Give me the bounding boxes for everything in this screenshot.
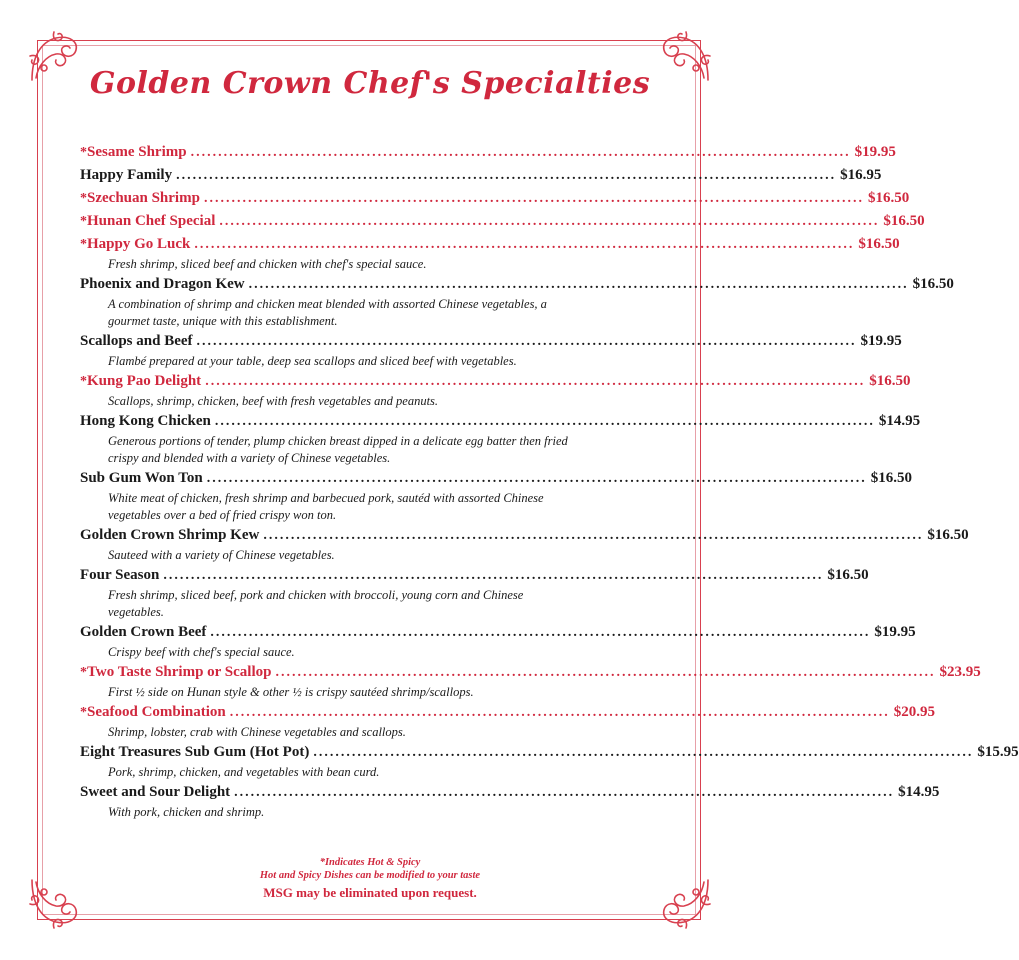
dish-description: First ½ side on Hunan style & other ½ is crispy sautéed shrimp/scallops.: [108, 685, 474, 699]
dish-name: Scallops and Beef: [80, 333, 193, 349]
spicy-marker: *: [80, 145, 87, 160]
page-title: Golden Crown Chef's Specialties: [89, 66, 651, 101]
spicy-marker: *: [80, 705, 87, 720]
dish-description: A combination of shrimp and chicken meat blended with assorted Chinese vegetables, a gourmet taste, unique with this establishment.: [108, 297, 547, 328]
msg-note: MSG may be eliminated upon request.: [263, 885, 477, 900]
dot-leader: ........................................................................................................................: [229, 705, 890, 720]
dish-name: Phoenix and Dragon Kew: [80, 276, 245, 292]
menu-item: [80, 190, 910, 213]
footer-notes: [0, 856, 740, 901]
dish-price: $16.95: [840, 167, 882, 183]
dot-leader: ........................................................................................................................: [205, 374, 866, 389]
menu-item-row: [80, 167, 882, 190]
menu-item: [80, 567, 869, 621]
dish-price: $16.50: [883, 213, 925, 229]
menu-item: [80, 167, 882, 190]
dish-name: Happy Family: [80, 167, 173, 183]
dish-name: Sweet and Sour Delight: [80, 784, 231, 800]
dish-description: Shrimp, lobster, crab with Chinese vegetables and scallops.: [108, 725, 406, 739]
dish-price: $16.50: [912, 276, 954, 292]
menu-item: [80, 144, 896, 167]
spicy-marker: *: [80, 374, 87, 389]
dish-price: $23.95: [939, 664, 981, 680]
dot-leader: ........................................................................................................................: [196, 334, 857, 349]
dish-name: Two Taste Shrimp or Scallop: [87, 664, 272, 680]
dish-price: $15.95: [977, 744, 1019, 760]
dot-leader: ........................................................................................................................: [176, 168, 837, 183]
menu-item: [80, 664, 981, 701]
spicy-marker: *: [80, 665, 87, 680]
dot-leader: ........................................................................................................................: [194, 237, 855, 252]
menu-item-row: [80, 190, 910, 213]
dish-description: Fresh shrimp, sliced beef, pork and chicken with broccoli, young corn and Chinese vegetables.: [108, 588, 524, 619]
menu-item: [80, 276, 954, 330]
menu-item: [80, 413, 921, 467]
dish-price: $19.95: [860, 333, 902, 349]
dish-price: $14.95: [878, 413, 921, 429]
menu-item-row: [80, 144, 896, 167]
dot-leader: ........................................................................................................................: [190, 145, 851, 160]
dish-name: Sub Gum Won Ton: [80, 470, 203, 486]
dish-description: With pork, chicken and shrimp.: [108, 805, 265, 819]
menu-item: [80, 470, 912, 524]
menu-item: [80, 784, 940, 821]
dot-leader: ........................................................................................................................: [248, 277, 909, 292]
dish-description: Fresh shrimp, sliced beef and chicken with chef's special sauce.: [108, 257, 427, 271]
dot-leader: ........................................................................................................................: [275, 665, 936, 680]
dish-description: Pork, shrimp, chicken, and vegetables with bean curd.: [108, 765, 380, 779]
menu-item: [80, 373, 911, 410]
menu-item: [80, 213, 925, 236]
dot-leader: ........................................................................................................................: [263, 528, 924, 543]
dish-name: Golden Crown Shrimp Kew: [80, 527, 260, 543]
dish-name: Hong Kong Chicken: [80, 413, 211, 429]
dish-name: Seafood Combination: [87, 704, 226, 720]
menu-item: [80, 333, 902, 370]
dish-name: Hunan Chef Special: [87, 213, 216, 229]
dish-name: Eight Treasures Sub Gum (Hot Pot): [80, 744, 310, 760]
dot-leader: ........................................................................................................................: [214, 414, 875, 429]
dot-leader: ........................................................................................................................: [313, 745, 974, 760]
dish-price: $20.95: [893, 704, 936, 720]
dot-leader: ........................................................................................................................: [219, 214, 880, 229]
dot-leader: ........................................................................................................................: [203, 191, 864, 206]
dish-name: Four Season: [80, 567, 160, 583]
dish-price: $16.50: [867, 190, 910, 206]
menu-item: [80, 527, 969, 564]
dish-name: Szechuan Shrimp: [87, 190, 200, 206]
dish-name: Sesame Shrimp: [87, 144, 187, 160]
dish-description: Flambé prepared at your table, deep sea scallops and sliced beef with vegetables.: [108, 354, 517, 368]
dish-description: Scallops, shrimp, chicken, beef with fresh vegetables and peanuts.: [108, 394, 439, 408]
dish-description: Generous portions of tender, plump chicken breast dipped in a delicate egg batter then fried crispy and blended with a variety of Chinese vegetables.: [108, 434, 568, 465]
dot-leader: ........................................................................................................................: [210, 625, 871, 640]
dish-price: $19.95: [874, 624, 916, 640]
spicy-note: Hot and Spicy Dishes can be modified to your taste: [259, 870, 481, 881]
dish-description: White meat of chicken, fresh shrimp and barbecued pork, sautéd with assorted Chinese vegetables over a bed of fried crispy won ton.: [108, 491, 544, 522]
spicy-legend: *Indicates Hot & Spicy: [319, 857, 421, 868]
dot-leader: ........................................................................................................................: [234, 785, 895, 800]
menu-item-row: [80, 213, 925, 236]
dish-price: $16.50: [927, 527, 969, 543]
dish-price: $19.95: [854, 144, 896, 160]
menu-item: [80, 744, 1019, 781]
dish-price: $16.50: [827, 567, 869, 583]
dish-name: Kung Pao Delight: [87, 373, 202, 389]
dish-price: $16.50: [869, 373, 911, 389]
dish-price: $16.50: [870, 470, 912, 486]
dish-name: Happy Go Luck: [87, 236, 191, 252]
menu-list: [80, 144, 1019, 824]
dot-leader: ........................................................................................................................: [206, 471, 867, 486]
dish-price: $16.50: [858, 236, 900, 252]
dish-price: $14.95: [898, 784, 940, 800]
dish-name: Golden Crown Beef: [80, 624, 207, 640]
menu-item: [80, 624, 916, 661]
spicy-marker: *: [80, 191, 87, 206]
dish-description: Crispy beef with chef's special sauce.: [108, 645, 295, 659]
spicy-marker: *: [80, 214, 87, 229]
spicy-marker: *: [80, 237, 87, 252]
dot-leader: ........................................................................................................................: [163, 568, 824, 583]
menu-item: [80, 236, 900, 273]
menu-item: [80, 704, 936, 741]
dish-description: Sauteed with a variety of Chinese vegetables.: [108, 548, 335, 562]
